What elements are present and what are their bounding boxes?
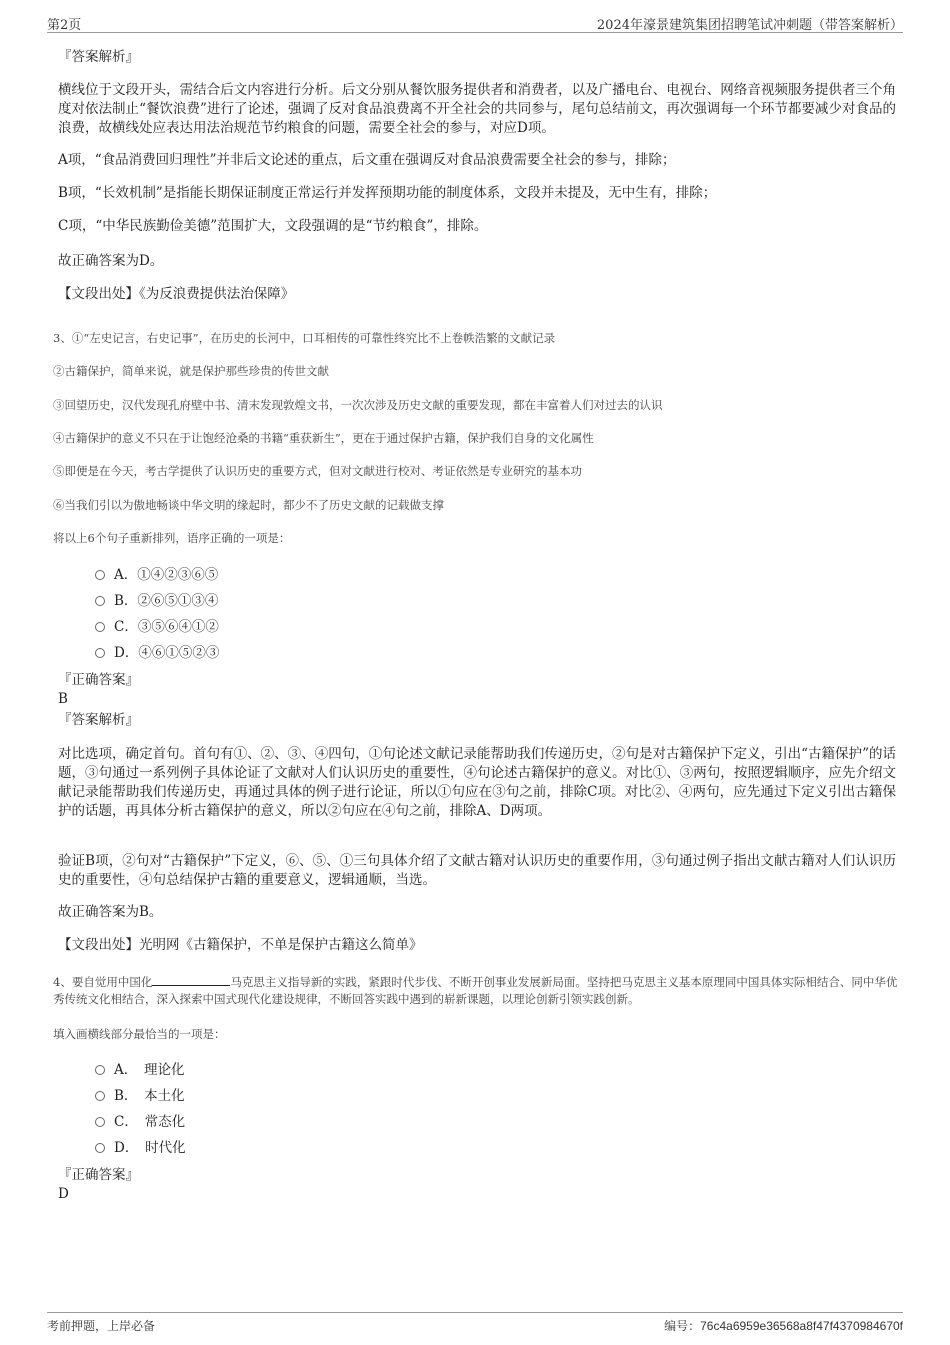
q2-note-b: B项，“长效机制”是指能长期保证制度正常运行并发挥预期功能的制度体系，文段并未提及，无中生有，排除； xyxy=(58,185,717,201)
q3-answer: B xyxy=(58,691,68,707)
document-title: 2024年濠景建筑集团招聘笔试冲刺题（带答案解析） xyxy=(596,18,903,33)
option-label: D．④⑥①⑤②③ xyxy=(114,645,220,661)
q4-option-a[interactable] xyxy=(95,1060,185,1080)
q3-option-d[interactable] xyxy=(95,643,219,663)
q2-note-a: A项，“食品消费回归理性”并非后文论述的重点，后文重在强调反对食品浪费需要全社会的参与，排除； xyxy=(58,152,676,168)
q2-analysis: 横线位于文段开头，需结合后文内容进行分析。后文分别从餐饮服务提供者和消费者，以及广播电台、电视台、网络音视频服务提供者三个角度对依法制止“餐饮浪费”进行了论述，强调了反对食品浪费离不开全社会的共同参与，尾句总结前文，再次强调每一个环节都要减少对食品的浪费，故横线处应表达用法治规范节约粮食的问题，需要全社会的参与，对应D项。 xyxy=(58,82,896,136)
q2-source: 【文段出处】《为反浪费提供法治保障》 xyxy=(58,286,295,302)
q4-answer-heading: 『正确答案』 xyxy=(58,1167,139,1183)
radio-icon[interactable] xyxy=(95,1065,105,1075)
radio-icon[interactable] xyxy=(95,570,105,580)
q3-sentence-2: ②古籍保护，简单来说，就是保护那些珍贵的传世文献 xyxy=(53,364,329,378)
option-label: D． 时代化 xyxy=(114,1140,186,1156)
q2-conclusion: 故正确答案为D。 xyxy=(58,253,164,269)
q3-answer-heading: 『正确答案』 xyxy=(58,672,139,688)
q4-stem-end: 马克思主义指导新的实践，紧跟时代步伐、不断开创事业发展新局面。坚持把马克思主义基本原理同中国具体实际相结合、同中华优秀传统文化相结合，深入探索中国式现代化建设规律，不断回答实践中遇到的崭新课题，以理论创新引领实践创新。 xyxy=(53,975,898,1006)
q3-sentence-5: ⑤即便是在今天，考古学提供了认识历史的重要方式，但对文献进行校对、考证依然是专业研究的基本功 xyxy=(53,464,582,478)
q4-option-c[interactable] xyxy=(95,1112,185,1132)
q3-sentence-4: ④古籍保护的意义不只在于让饱经沧桑的书籍“重获新生”，更在于通过保护古籍，保护我们自身的文化属性 xyxy=(53,431,594,445)
q3-analysis-2: 验证B项，②句对“古籍保护”下定义，⑥、⑤、①三句具体介绍了文献古籍对认识历史的重要作用，③句通过例子指出文献古籍对人们认识历史的重要性，④句总结保护古籍的重要意义，逻辑通顺，当选。 xyxy=(58,853,896,888)
radio-icon[interactable] xyxy=(95,1143,105,1153)
q3-sentence-6: ⑥当我们引以为傲地畅谈中华文明的缘起时，都少不了历史文献的记载做支撑 xyxy=(53,498,444,512)
page-footer xyxy=(47,1312,903,1337)
radio-icon[interactable] xyxy=(95,622,105,632)
option-label: C．③⑤⑥④①② xyxy=(114,619,219,635)
document-id: 编号：76c4a6959e36568a8f47f4370984670f xyxy=(664,1319,903,1333)
fill-blank xyxy=(152,973,230,986)
q4-answer: D xyxy=(58,1186,69,1202)
q2-analysis-heading: 『答案解析』 xyxy=(58,49,139,65)
option-label: C． 常态化 xyxy=(114,1114,186,1130)
footer-slogan: 考前押题，上岸必备 xyxy=(47,1319,156,1333)
q3-conclusion: 故正确答案为B。 xyxy=(58,904,163,920)
q3-sentence-3: ③回望历史，汉代发现孔府壁中书、清末发现敦煌文书，一次次涉及历史文献的重要发现，都在丰富着人们对过去的认识 xyxy=(53,398,663,412)
q4-stem-start: 4、要自觉用中国化 xyxy=(53,975,153,989)
q3-sentence-1: 3、①“左史记言，右史记事”，在历史的长河中，口耳相传的可靠性终究比不上卷帙浩繁的文献记录 xyxy=(53,331,556,345)
q4-prompt: 填入画横线部分最恰当的一项是： xyxy=(53,1027,226,1041)
q3-analysis-1: 对比选项，确定首句。首句有①、②、③、④四句，①句论述文献记录能帮助我们传递历史，②句是对古籍保护下定义，引出“古籍保护”的话题，③句通过一系列例子具体论证了文献对人们认识历史的重要性，④句论述古籍保护的意义。对比①、③两句，按照逻辑顺序，应先介绍文献记录能帮助我们传递历史，再通过具体的例子进行论证，所以①句应在③句之前，排除C项。对比②、④两句，应先通过下定义引出古籍保护的话题，再具体分析古籍保护的意义，所以②句应在④句之前，排除A、D两项。 xyxy=(58,746,896,819)
radio-icon[interactable] xyxy=(95,596,105,606)
q4-option-b[interactable] xyxy=(95,1086,185,1106)
radio-icon[interactable] xyxy=(95,1117,105,1127)
q3-option-a[interactable] xyxy=(95,565,218,585)
q4-stem xyxy=(53,973,898,1008)
page-header xyxy=(47,12,903,33)
q3-option-b[interactable] xyxy=(95,591,218,611)
q3-analysis-heading: 『答案解析』 xyxy=(58,712,139,728)
option-label: A． 理论化 xyxy=(114,1062,185,1078)
q3-option-c[interactable] xyxy=(95,617,219,637)
q2-note-c: C项，“中华民族勤俭美德”范围扩大，文段强调的是“节约粮食”，排除。 xyxy=(58,218,488,234)
option-label: B． 本土化 xyxy=(114,1088,185,1104)
radio-icon[interactable] xyxy=(95,1091,105,1101)
option-label: A．①④②③⑥⑤ xyxy=(114,567,219,583)
radio-icon[interactable] xyxy=(95,648,105,658)
page-number: 第2页 xyxy=(47,18,82,33)
q3-source: 【文段出处】光明网《古籍保护，不单是保护古籍这么简单》 xyxy=(58,937,423,953)
q3-prompt: 将以上6个句子重新排列，语序正确的一项是： xyxy=(53,531,291,545)
q4-option-d[interactable] xyxy=(95,1138,186,1158)
option-label: B．②⑥⑤①③④ xyxy=(114,593,219,609)
